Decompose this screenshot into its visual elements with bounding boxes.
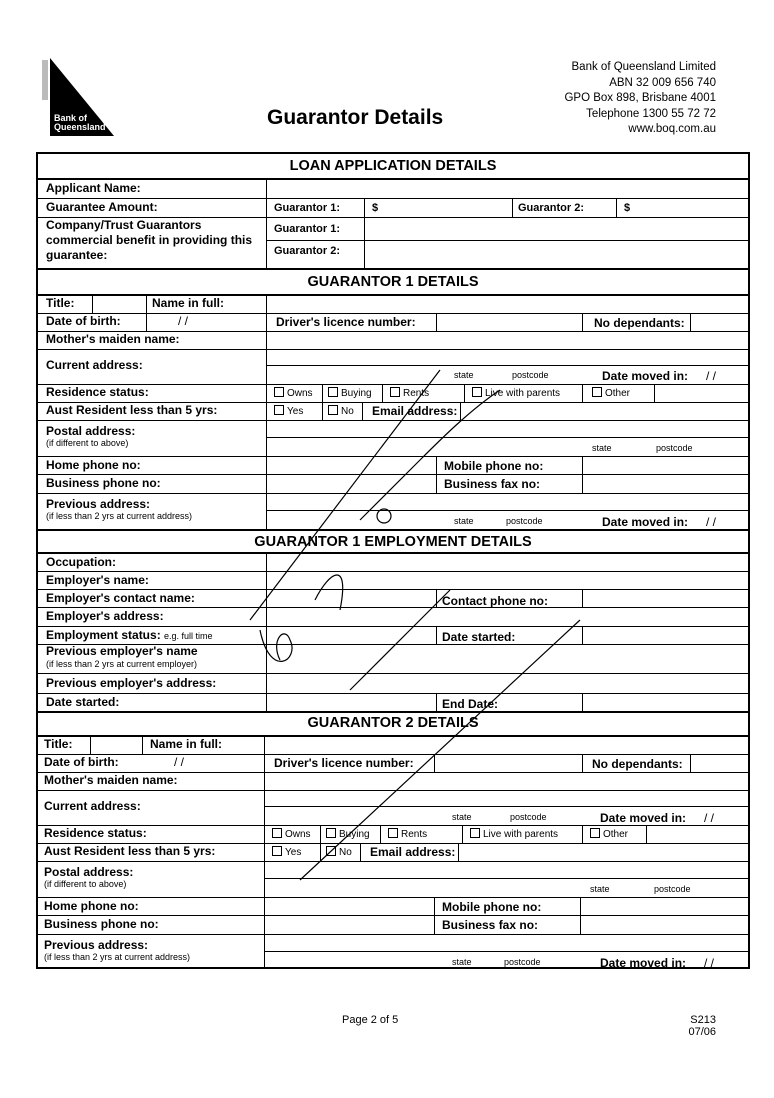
g1-aust-resident-label: Aust Resident less than 5 yrs:: [46, 403, 218, 417]
g2-yes-checkbox[interactable]: Yes: [272, 846, 301, 858]
g2-name-label: Name in full:: [150, 737, 223, 751]
g2-maiden-label: Mother's maiden name:: [44, 773, 178, 787]
g2-licence-label: Driver's licence number:: [274, 756, 414, 770]
g1-postal-label: Postal address: (if different to above): [46, 424, 136, 448]
g2-other-checkbox[interactable]: Other: [590, 828, 628, 840]
g1-maiden-label: Mother's maiden name:: [46, 332, 180, 346]
g1-name-label: Name in full:: [152, 296, 225, 310]
page-title: Guarantor Details: [267, 106, 444, 129]
page-number: Page 2 of 5: [342, 1014, 399, 1026]
g2-title-label: Title:: [44, 737, 73, 751]
g1-no-checkbox[interactable]: No: [328, 405, 354, 417]
employer-name-label: Employer's name:: [46, 573, 149, 587]
g2-rents-checkbox[interactable]: Rents: [388, 828, 427, 840]
form-code: S213 07/06: [688, 1014, 716, 1038]
section-employment-heading: GUARANTOR 1 EMPLOYMENT DETAILS: [254, 534, 532, 550]
prev-employer-address-label: Previous employer's address:: [46, 676, 217, 690]
end-date-label: End Date:: [442, 697, 499, 711]
bank-logo-text: Bank of Queensland: [54, 113, 106, 132]
g1-live-parents-checkbox[interactable]: Live with parents: [472, 387, 560, 399]
section-guarantor1-heading: GUARANTOR 1 DETAILS: [307, 274, 479, 290]
date-started-label: Date started:: [442, 630, 516, 644]
g2-previous-label: Previous address: (if less than 2 yrs at current address): [44, 938, 191, 962]
g1-other-checkbox[interactable]: Other: [592, 387, 630, 399]
g1-owns-checkbox[interactable]: Owns: [274, 387, 313, 399]
g2-aust-resident-label: Aust Resident less than 5 yrs:: [44, 844, 216, 858]
g1-email-label: Email address:: [372, 404, 458, 418]
g1-title-label: Title:: [46, 296, 75, 310]
g2-date-moved-label: Date moved in:: [600, 811, 687, 825]
prev-employer-label: Previous employer's name (if less than 2 yrs at current employer): [46, 644, 198, 669]
g1-rents-checkbox[interactable]: Rents: [390, 387, 429, 399]
employer-contact-label: Employer's contact name:: [46, 591, 195, 605]
g2-email-label: Email address:: [370, 845, 456, 859]
g2-live-parents-checkbox[interactable]: Live with parents: [470, 828, 558, 840]
g2-dependants-label: No dependants:: [592, 757, 683, 771]
company-trust-label: Company/Trust Guarantors commercial benefit in providing this guarantee:: [46, 218, 253, 262]
g2-buying-checkbox[interactable]: Buying: [326, 828, 370, 840]
g2-business-fax-label: Business fax no:: [442, 918, 539, 932]
g1-business-fax-label: Business fax no:: [444, 477, 541, 491]
g1-residence-label: Residence status:: [46, 385, 149, 399]
company-details: Bank of Queensland Limited ABN 32 009 656 740 GPO Box 898, Brisbane 4001 Telephone 1300 55 72 72 www.boq.com.au: [564, 61, 716, 135]
g1-date-moved-label: Date moved in:: [602, 369, 689, 383]
g2-owns-checkbox[interactable]: Owns: [272, 828, 311, 840]
g1-dependants-label: No dependants:: [594, 316, 685, 330]
g1-buying-checkbox[interactable]: Buying: [328, 387, 372, 399]
g1-yes-checkbox[interactable]: Yes: [274, 405, 303, 417]
g2-current-address-label: Current address:: [44, 799, 141, 813]
g1-current-address-label: Current address:: [46, 358, 143, 372]
g2-no-checkbox[interactable]: No: [326, 846, 352, 858]
section-loan-heading: LOAN APPLICATION DETAILS: [289, 158, 497, 174]
g1-dob-label: Date of birth:: [46, 314, 121, 328]
g1-mobile-label: Mobile phone no:: [444, 459, 544, 473]
g1-home-phone-label: Home phone no:: [46, 458, 141, 472]
g2-postal-label: Postal address: (if different to above): [44, 865, 134, 889]
employer-address-label: Employer's address:: [46, 609, 164, 623]
contact-phone-label: Contact phone no:: [442, 594, 548, 608]
guarantor-form: LOAN APPLICATION DETAILS Applicant Name: Guarantee Amount: Guarantor 1: $ Guarantor 2: $ Company/Trust Guarantors commercial benefit in providing this guarantee: Guarantor 1: Guarantor 2: GUARANTOR 1 DETAILS Title: Name in full: Date of birth: / / Driver's licence number: No dependants: Mother's maiden name: Current address: state postcode Date moved in: / / Residence status: Owns Buying Rents Live with parents Other Aust Resident less than 5 yrs: Yes No Email address: Postal address: (if different to above) state postcode Home phone no: Mobile phone no: Business phone no: Business fax no: Previous address: (if less than 2 yrs at current address) state postcode Date moved in: / / GUARANTOR 1 EMPLOYMENT DETAILS Occupation: Employer's name: Employer's contact name: Contact phone no: Employer's address: Employment status: e.g. full time Date started: Previous employer's name (if less than 2 yrs at current employer) Previous employer's address: Date started: End Date: GUARANTOR 2 DETAILS Title: Name in full: Date of birth: / / Driver's licence number: No dependants: Mother's maiden name: Current address: state postcode Date moved in: / / Residence status: Owns Buying Rents Live with parents Other Aust Resident less than 5 yrs: Yes No Email address: Postal address: (if different to above) state postcode Home phone no: Mobile phone no: Business phone no: Business fax no: Previous address: (if less than 2 yrs at current address) state postcode Date moved in: / /: [36, 152, 750, 969]
section-guarantor2-heading: GUARANTOR 2 DETAILS: [307, 715, 479, 731]
g2-residence-label: Residence status:: [44, 826, 147, 840]
guarantee-g2-label: Guarantor 2:: [518, 202, 585, 214]
guarantee-g1-label: Guarantor 1:: [274, 202, 341, 214]
applicant-name-label: Applicant Name:: [46, 181, 141, 195]
g1-previous-label: Previous address: (if less than 2 yrs at current address): [46, 497, 193, 521]
g1-licence-label: Driver's licence number:: [276, 315, 416, 329]
g2-home-phone-label: Home phone no:: [44, 899, 139, 913]
g1-business-phone-label: Business phone no:: [46, 476, 161, 490]
employment-status-label: Employment status: e.g. full time: [46, 628, 213, 642]
guarantee-amount-label: Guarantee Amount:: [46, 200, 158, 214]
g2-dob-label: Date of birth:: [44, 755, 119, 769]
date-started2-label: Date started:: [46, 695, 120, 709]
occupation-label: Occupation:: [46, 555, 117, 569]
g2-business-phone-label: Business phone no:: [44, 917, 159, 931]
g2-mobile-label: Mobile phone no:: [442, 900, 542, 914]
